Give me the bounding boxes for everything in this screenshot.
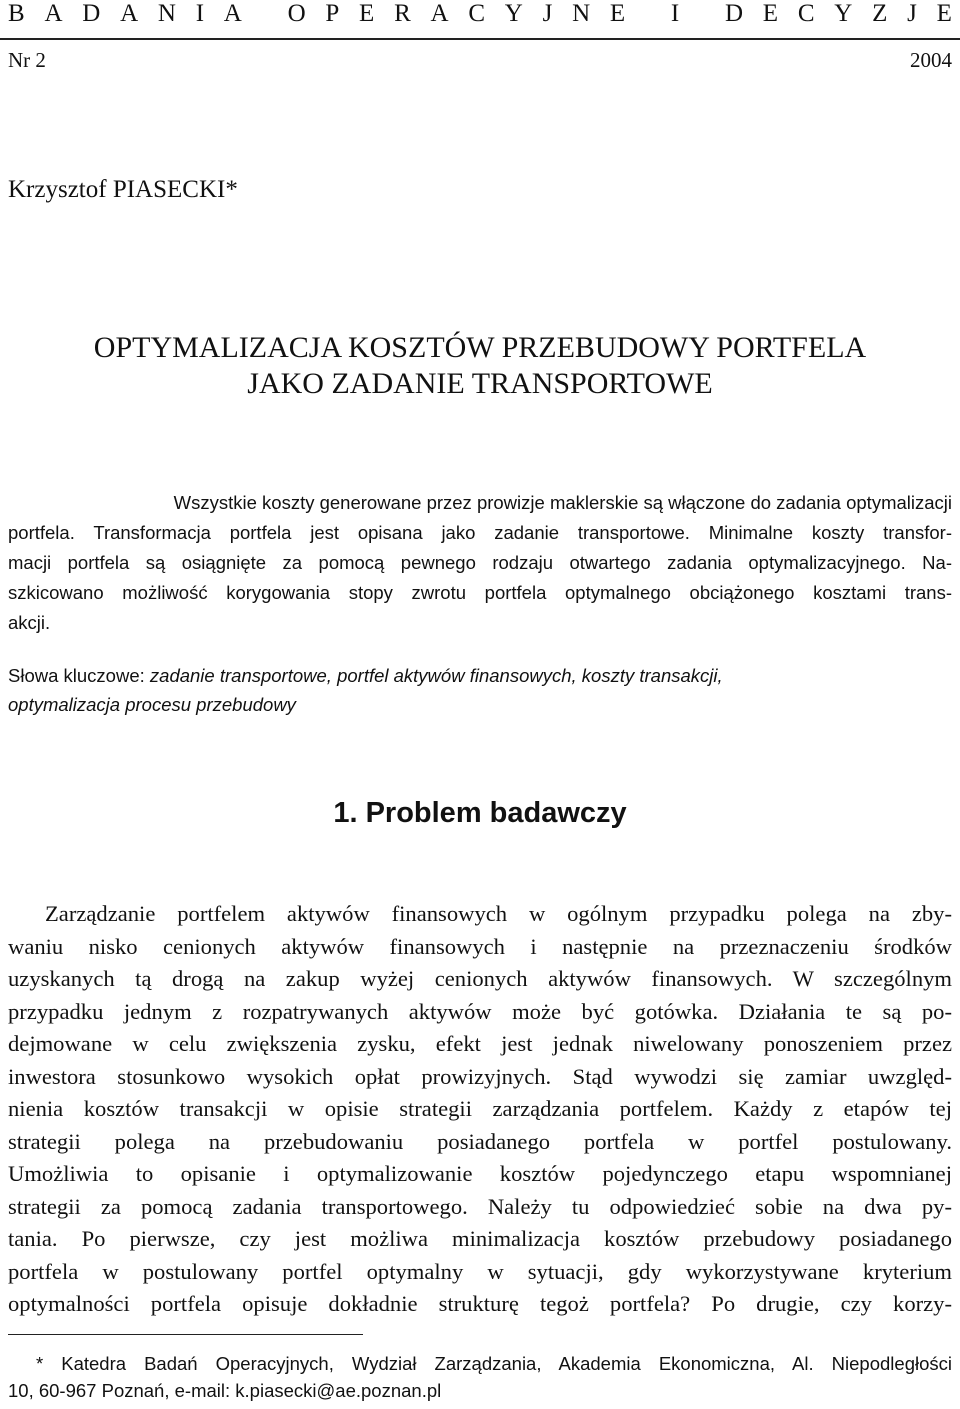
journal-letter: E — [359, 0, 375, 27]
body-line: nienia kosztów transakcji w opisie strategii zarządzania portfelem. Każdy z etapów tej — [8, 1096, 952, 1121]
body-line: tania. Po pierwsze, czy jest możliwa minimalizacja kosztów przebudowy posiadanego — [8, 1226, 952, 1251]
journal-letter: N — [572, 0, 591, 27]
body-line: Zarządzanie portfelem aktywów finansowych w ogólnym przypadku polega na zby- — [45, 901, 952, 926]
abstract-line: szkicowano możliwość korygowania stopy zwrotu portfela optymalnego obciążonego kosztami trans- — [8, 582, 952, 603]
body-line: uzyskanych tą drogą na zakup wyżej cenionych aktywów finansowych. W szczególnym — [8, 966, 952, 991]
journal-letter — [645, 0, 651, 28]
body-text — [8, 898, 952, 1321]
footnote-line: 10, 60-967 Poznań, e-mail: k.piasecki@ae.poznan.pl — [8, 1380, 442, 1401]
article-title-line-1: OPTYMALIZACJA KOSZTÓW PRZEBUDOWY PORTFELA — [93, 331, 867, 364]
journal-letter: C — [468, 0, 486, 27]
abstract-line: macji portfela są osiągnięte za pomocą pewnego rodzaju otwartego zadania optymalizacyjnego. Na- — [8, 552, 952, 573]
abstract-line: portfela. Transformacja portfela jest opisana jako zadanie transportowe. Minimalne koszty transfor- — [8, 522, 952, 543]
journal-letter: J — [542, 0, 553, 27]
article-title-line-2: JAKO ZADANIE TRANSPORTOWE — [247, 367, 713, 400]
journal-letter: Z — [872, 0, 888, 27]
journal-letter: E — [762, 0, 779, 27]
body-line: Umożliwia to opisanie i optymalizowanie kosztów pojedynczego etapu wspomnianej — [8, 1161, 952, 1186]
keywords-text-2: optymalizacja procesu przebudowy — [8, 694, 296, 715]
journal-letter: A — [430, 0, 449, 27]
journal-letter — [699, 0, 705, 28]
journal-letter: R — [394, 0, 411, 27]
abstract-line: Wszystkie koszty generowane przez prowizje maklerskie są włączone do zadania optymalizacji — [173, 492, 952, 513]
journal-letter: E — [609, 0, 626, 27]
body-line: dejmowane w celu zwiększenia zysku, efekt jest jednak niwelowany ponoszeniem przez — [8, 1031, 952, 1056]
footnote-line: * Katedra Badań Operacyjnych, Wydział Zarządzania, Akademia Ekonomiczna, Al. Niepodległości — [36, 1353, 952, 1374]
body-line: strategii polega na przebudowaniu posiadanego portfela w portfel postulowany. — [8, 1128, 952, 1154]
journal-letter: J — [907, 0, 917, 27]
journal-letter: A — [44, 0, 63, 27]
body-line: portfela w postulowany portfel optymalny w sytuacji, gdy wykorzystywane kryterium — [8, 1258, 952, 1284]
journal-letter: B — [8, 0, 25, 27]
journal-letter: A — [223, 0, 242, 27]
body-line: waniu nisko cenionych aktywów finansowych i następnie na przeznaczeniu środków — [8, 933, 952, 959]
journal-letter — [262, 0, 268, 28]
body-line: inwestora stosunkowo wysokich opłat prowizyjnych. Stąd wywodzi się zamiar uwzględ- — [8, 1063, 952, 1089]
journal-letter: Y — [504, 0, 523, 27]
keywords — [8, 661, 952, 719]
keywords-text-1: zadanie transportowe, portfel aktywów finansowych, koszty transakcji, — [149, 665, 723, 686]
abstract-line: akcji. — [8, 612, 51, 633]
footnote-rule — [8, 1334, 363, 1335]
body-line: przypadku jednym z rozpatrywanych aktywów może być gotówka. Działania te są po- — [8, 998, 952, 1024]
keywords-label: Słowa kluczowe: — [8, 665, 145, 686]
journal-letter: I — [670, 0, 680, 27]
journal-letter: D — [724, 0, 744, 27]
journal-title — [8, 0, 952, 28]
header-rule — [0, 38, 960, 40]
journal-letter: I — [195, 0, 205, 27]
journal-letter: C — [797, 0, 815, 27]
journal-letter: O — [287, 0, 306, 27]
body-line: optymalności portfela opisuje dokładnie strukturę tegoż portfela? Po drugie, czy korzy- — [8, 1291, 952, 1316]
journal-letter: A — [120, 0, 139, 27]
section-heading: 1. Problem badawczy — [333, 797, 627, 829]
footnote — [8, 1350, 952, 1404]
journal-letter: P — [325, 0, 340, 27]
journal-letter: N — [157, 0, 176, 27]
author-name: Krzysztof PIASECKI* — [8, 176, 238, 203]
journal-letter: E — [936, 0, 952, 27]
issue-number: Nr 2 — [8, 48, 46, 72]
journal-letter: D — [82, 0, 101, 27]
issue-year: 2004 — [910, 48, 952, 72]
journal-letter: Y — [834, 0, 853, 27]
body-line: strategii za pomocą zadania transportowego. Należy tu odpowiedzieć sobie na dwa py- — [8, 1193, 952, 1219]
